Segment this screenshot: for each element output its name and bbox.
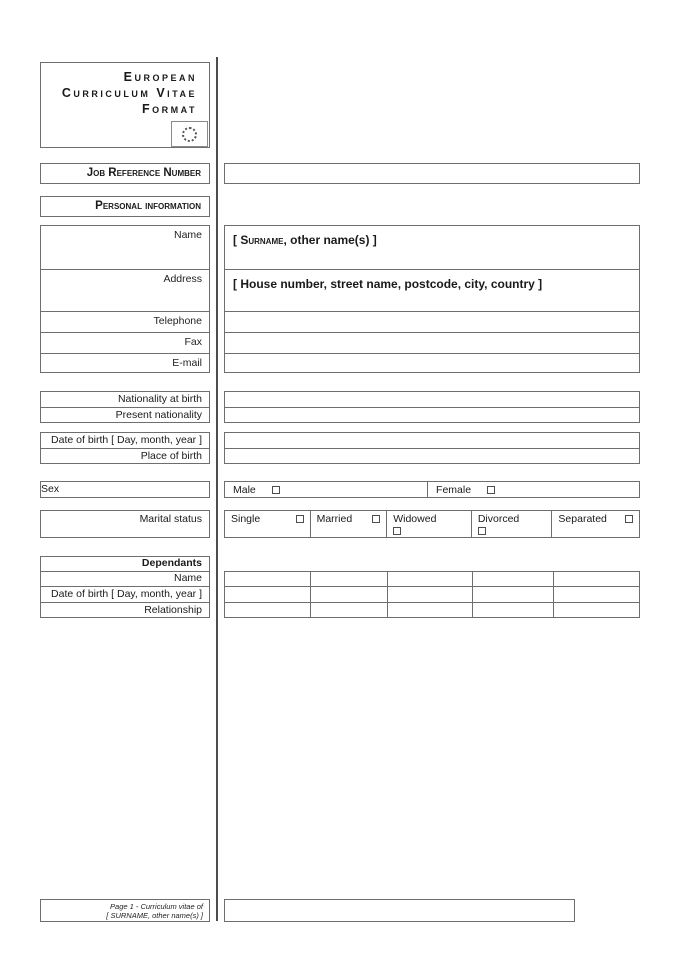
marital-status-options [224,510,640,538]
dependant-name-cell[interactable] [553,572,639,586]
footer-page-label [40,899,210,922]
nationality-at-birth-input[interactable] [225,392,639,407]
nationality-labels [40,391,210,423]
name-label: Name [173,229,202,241]
dependant-relationship-cell[interactable] [472,603,553,617]
sex-option-male [225,482,427,497]
name-placeholder-caps: [ Surname [233,233,284,247]
sex-option-female [427,482,639,497]
job-reference-label: Job Reference Number [40,163,210,184]
page-divider-line [216,57,218,921]
separated-checkbox[interactable] [625,515,633,523]
address-placeholder: [ House number, street name, postcode, city, country ] [233,277,543,291]
present-nationality-input[interactable] [225,407,639,422]
dependant-name-cell[interactable] [472,572,553,586]
married-label: Married [316,513,353,525]
eu-flag-icon [171,121,208,147]
dependants-relationship-row [225,602,639,617]
dependant-name-cell[interactable] [225,572,310,586]
header-line-1: European [123,70,197,84]
dependants-grid [224,571,640,618]
dependant-dob-cell[interactable] [472,587,553,601]
present-nationality-label: Present nationality [41,407,209,422]
footer-line-1: Page 1 - Curriculum vitae of [110,902,203,911]
job-reference-input[interactable] [224,163,640,184]
dependant-dob-label: Date of birth [ Day, month, year ] [41,586,209,601]
dependant-name-label: Name [41,571,209,586]
email-input[interactable] [225,353,639,372]
dependants-name-row [225,572,639,586]
dependants-section-label: Dependants [141,557,202,569]
telephone-input[interactable] [225,311,639,332]
dependant-dob-cell[interactable] [553,587,639,601]
divorced-checkbox[interactable] [478,527,486,535]
dependant-name-cell[interactable] [310,572,387,586]
name-placeholder-rest: , other name(s) ] [283,233,377,247]
female-checkbox[interactable] [487,486,495,494]
date-of-birth-input[interactable] [225,433,639,448]
married-checkbox[interactable] [372,515,380,523]
dependant-dob-cell[interactable] [387,587,472,601]
single-label: Single [231,513,261,525]
male-checkbox[interactable] [272,486,280,494]
widowed-checkbox[interactable] [393,527,401,535]
address-label: Address [41,269,209,311]
marital-option-single [225,511,310,537]
telephone-label: Telephone [41,311,209,332]
marital-option-separated [551,511,639,537]
header-line-3: Format [142,102,197,116]
dependant-name-cell[interactable] [387,572,472,586]
dependants-dob-row [225,586,639,601]
footer-input[interactable] [224,899,575,922]
address-input[interactable] [225,269,639,311]
marital-option-widowed [386,511,471,537]
sex-label: Sex [40,481,210,498]
nationality-inputs [224,391,640,423]
marital-option-married [310,511,387,537]
fax-input[interactable] [225,332,639,353]
birth-labels [40,432,210,464]
marital-option-divorced [471,511,552,537]
dependant-relationship-label: Relationship [41,602,209,617]
place-of-birth-label: Place of birth [41,448,209,463]
dependant-dob-cell[interactable] [225,587,310,601]
sex-options [224,481,640,498]
fax-label: Fax [41,332,209,353]
eu-stars-circle-icon [182,127,197,142]
header-title-box [40,62,210,148]
widowed-label: Widowed [393,513,437,525]
marital-status-label: Marital status [40,510,210,538]
footer-line-2: [ SURNAME, other name(s) ] [106,911,203,920]
dependant-relationship-cell[interactable] [387,603,472,617]
dependant-relationship-cell[interactable] [553,603,639,617]
place-of-birth-input[interactable] [225,448,639,463]
name-input[interactable] [225,226,639,269]
single-checkbox[interactable] [296,515,304,523]
female-label: Female [436,483,472,496]
birth-inputs [224,432,640,464]
dependant-relationship-cell[interactable] [225,603,310,617]
personal-field-labels [40,225,210,373]
dependants-labels [40,556,210,618]
personal-field-inputs [224,225,640,373]
nationality-at-birth-label: Nationality at birth [117,393,202,405]
header-line-2: Curriculum Vitae [61,86,197,100]
dependant-relationship-cell[interactable] [310,603,387,617]
divorced-label: Divorced [477,513,520,525]
personal-information-section-label: Personal information [40,196,210,217]
separated-label: Separated [558,513,607,525]
date-of-birth-label: Date of birth [ Day, month, year ] [51,434,202,446]
male-label: Male [233,483,256,496]
dependant-dob-cell[interactable] [310,587,387,601]
email-label: E-mail [41,353,209,372]
